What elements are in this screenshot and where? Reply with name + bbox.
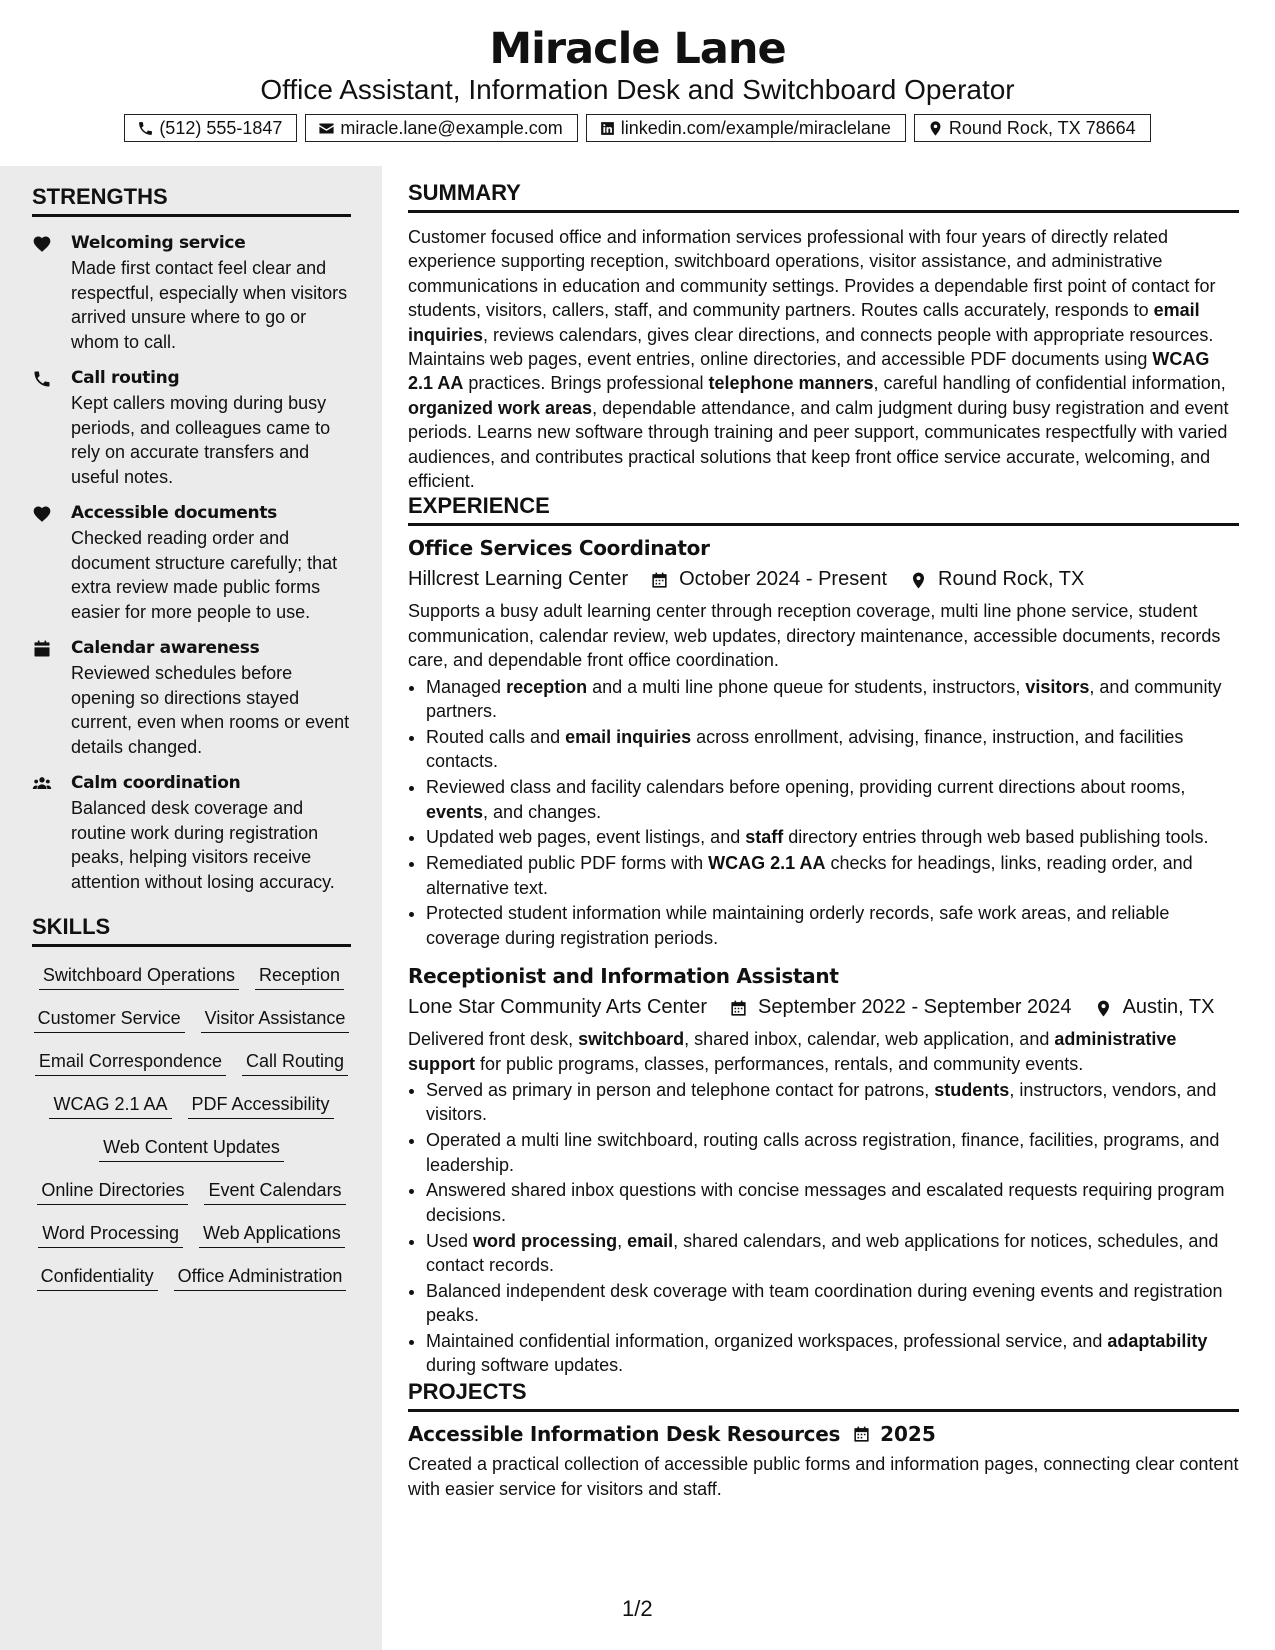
envelope-icon (318, 120, 335, 137)
calendar-icon (852, 1425, 871, 1444)
skill-tag: Web Content Updates (99, 1135, 284, 1162)
job-entry (408, 534, 1239, 950)
heart-icon (32, 504, 52, 524)
job-entry (408, 962, 1239, 1378)
strength-description: Balanced desk coverage and routine work during registration peaks, helping visitors receive attention without losing accuracy. (71, 798, 335, 892)
job-dates: October 2024 - Present (679, 568, 887, 591)
page-number: 1/2 (622, 1596, 653, 1621)
emphasis-text: visitors (1025, 676, 1090, 697)
emphasis-text: staff (745, 827, 784, 848)
candidate-name: Miracle Lane (489, 24, 786, 74)
summary-text: Customer focused office and information services professional with four years of directly related experience supporting reception, switchboard operations, visitor assistance, and administrative communications in education and community settings. Provides a dependable first point of contact for students, visitors, callers, staff, and community partners. Routes calls accurately, responds to email inquiries, reviews calendars, gives clear directions, and connects people with appropriate resources. Maintains web pages, event entries, online directories, and accessible PDF documents using WCAG 2.1 AA practices. Brings professional telephone manners, careful handling of confidential information, organized work areas, dependable attendance, and calm judgment during busy registration and event periods. Learns new software through training and peer support, communicates respectfully with varied audiences, and contributes practical solutions that keep front office service accurate, welcoming, and efficient. (408, 227, 1229, 492)
job-bullets (408, 675, 1239, 950)
emphasis-text: WCAG 2.1 AA (708, 853, 826, 874)
strength-item (32, 366, 351, 489)
job-location: Round Rock, TX (938, 568, 1085, 591)
candidate-title: Office Assistant, Information Desk and Switchboard Operator (260, 74, 1015, 105)
users-icon (32, 774, 52, 794)
list-item: • Updated web pages, event listings, and staff directory entries through web based publishing tools. (426, 825, 1239, 849)
project-year: 2025 (880, 1422, 936, 1447)
strength-description: Reviewed schedules before opening so directions stayed current, even when rooms or event details changed. (71, 663, 350, 757)
skill-tag: Switchboard Operations (39, 963, 239, 990)
list-item: • Balanced independent desk coverage with team coordination during evening events and registration peaks. (426, 1279, 1239, 1328)
project-title: Accessible Information Desk Resources (408, 1422, 841, 1447)
map-pin-icon (1094, 998, 1113, 1017)
emphasis-text: events (426, 801, 484, 822)
linkedin-icon (599, 120, 616, 137)
strength-item (32, 771, 351, 894)
skills-list (32, 963, 351, 1291)
job-organization: Lone Star Community Arts Center (408, 996, 708, 1019)
skill-tag: Email Correspondence (35, 1049, 226, 1076)
strength-item (32, 501, 351, 624)
skill-tag: Web Applications (199, 1221, 345, 1248)
emphasis-text: organized work areas (408, 397, 593, 418)
contact-linkedin-text: linkedin.com/example/miraclelane (620, 117, 891, 138)
phone-icon (137, 120, 154, 137)
sidebar-content (32, 184, 351, 1291)
list-item: • Routed calls and email inquiries across enrollment, advising, finance, instruction, and facilities contacts. (426, 725, 1239, 774)
job-description: Supports a busy adult learning center through reception coverage, multi line phone service, student communication, calendar review, web updates, directory maintenance, accessible documents, records care, and dependable front office coordination. (408, 601, 1221, 671)
resume-header (0, 0, 1275, 165)
job-meta (408, 565, 1239, 593)
skill-tag: Word Processing (38, 1221, 183, 1248)
list-item: • Served as primary in person and telephone contact for patrons, students, instructors, vendors, and visitors. (426, 1078, 1239, 1127)
map-pin-icon (909, 570, 928, 589)
job-title: Receptionist and Information Assistant (408, 964, 839, 989)
list-item: • Reviewed class and facility calendars before opening, providing current directions about rooms, events, and changes. (426, 775, 1239, 824)
emphasis-text: word processing (473, 1230, 618, 1251)
list-item: • Operated a multi line switchboard, routing calls across registration, finance, facilities, programs, and leadership. (426, 1128, 1239, 1177)
map-pin-icon (927, 120, 944, 137)
contact-bar (0, 114, 1275, 142)
strength-title: Calendar awareness (71, 638, 260, 658)
skill-tag: Call Routing (242, 1049, 348, 1076)
contact-phone[interactable] (124, 114, 297, 142)
calendar-icon (650, 570, 669, 589)
job-title: Office Services Coordinator (408, 536, 710, 561)
contact-phone-text: (512) 555-1847 (159, 117, 283, 138)
list-item: • Protected student information while maintaining orderly records, safe work areas, and reliable coverage during registration periods. (426, 901, 1239, 950)
job-description: Delivered front desk, switchboard, shared inbox, calendar, web application, and administrative support for public programs, classes, performances, rentals, and community events. (408, 1029, 1177, 1074)
summary-heading: SUMMARY (408, 180, 1239, 213)
strength-title: Calm coordination (71, 773, 241, 793)
list-item: • Answered shared inbox questions with concise messages and escalated requests requiring program decisions. (426, 1178, 1239, 1227)
job-organization: Hillcrest Learning Center (408, 568, 629, 591)
contact-linkedin[interactable] (586, 114, 906, 142)
contact-email[interactable] (305, 114, 577, 142)
calendar-icon (32, 639, 52, 659)
skill-tag: Customer Service (34, 1006, 185, 1033)
list-item: • Managed reception and a multi line phone queue for students, instructors, visitors, and community partners. (426, 675, 1239, 724)
list-item: • Remediated public PDF forms with WCAG 2.1 AA checks for headings, links, reading order, and alternative text. (426, 851, 1239, 900)
main-column (408, 180, 1239, 1501)
list-item: • Used word processing, email, shared calendars, and web applications for notices, schedules, and contact records. (426, 1229, 1239, 1278)
skill-tag: PDF Accessibility (188, 1092, 334, 1119)
emphasis-text: email inquiries (565, 726, 692, 747)
list-item: • Maintained confidential information, organized workspaces, professional service, and adaptability during software updates. (426, 1329, 1239, 1378)
strength-description: Made first contact feel clear and respectful, especially when visitors arrived unsure where to go or whom to call. (71, 258, 348, 352)
experience-heading: EXPERIENCE (408, 493, 1239, 526)
strength-title: Call routing (71, 368, 180, 388)
projects-heading: PROJECTS (408, 1379, 1239, 1412)
phone-icon (32, 369, 52, 389)
skill-tag: WCAG 2.1 AA (49, 1092, 171, 1119)
job-meta (408, 993, 1239, 1021)
emphasis-text: reception (506, 676, 588, 697)
skills-heading: SKILLS (32, 914, 351, 947)
strength-description: Checked reading order and document structure carefully; that extra review made public forms easier for more people to use. (71, 528, 338, 622)
contact-location (914, 114, 1151, 142)
project-header (408, 1420, 1239, 1448)
strength-item (32, 636, 351, 759)
contact-email-text: miracle.lane@example.com (340, 117, 563, 138)
emphasis-text: students (934, 1079, 1010, 1100)
job-location: Austin, TX (1122, 996, 1215, 1019)
skill-tag: Reception (255, 963, 344, 990)
skill-tag: Event Calendars (204, 1178, 345, 1205)
sidebar (0, 166, 382, 1650)
emphasis-text: administrative support (408, 1029, 1177, 1074)
skill-tag: Visitor Assistance (201, 1006, 350, 1033)
emphasis-text: WCAG 2.1 AA (408, 349, 1210, 394)
emphasis-text: email (627, 1230, 674, 1251)
project-description: Created a practical collection of accessible public forms and information pages, connecting clear content with easier service for visitors and staff. (408, 1454, 1239, 1499)
skill-tag: Online Directories (37, 1178, 188, 1205)
strengths-heading: STRENGTHS (32, 184, 351, 217)
job-bullets (408, 1078, 1239, 1378)
calendar-icon (729, 998, 748, 1017)
heart-icon (32, 234, 52, 254)
job-dates: September 2022 - September 2024 (758, 996, 1072, 1019)
emphasis-text: email inquiries (408, 300, 1200, 345)
strength-item (32, 231, 351, 354)
skill-tag: Office Administration (174, 1264, 347, 1291)
strength-description: Kept callers moving during busy periods, and colleagues came to rely on accurate transfers and useful notes. (71, 393, 331, 487)
contact-location-text: Round Rock, TX 78664 (948, 117, 1136, 138)
skill-tag: Confidentiality (37, 1264, 158, 1291)
strength-title: Accessible documents (71, 503, 277, 523)
emphasis-text: switchboard (578, 1029, 685, 1050)
emphasis-text: telephone manners (708, 373, 874, 394)
strength-title: Welcoming service (71, 233, 246, 253)
emphasis-text: adaptability (1107, 1330, 1208, 1351)
